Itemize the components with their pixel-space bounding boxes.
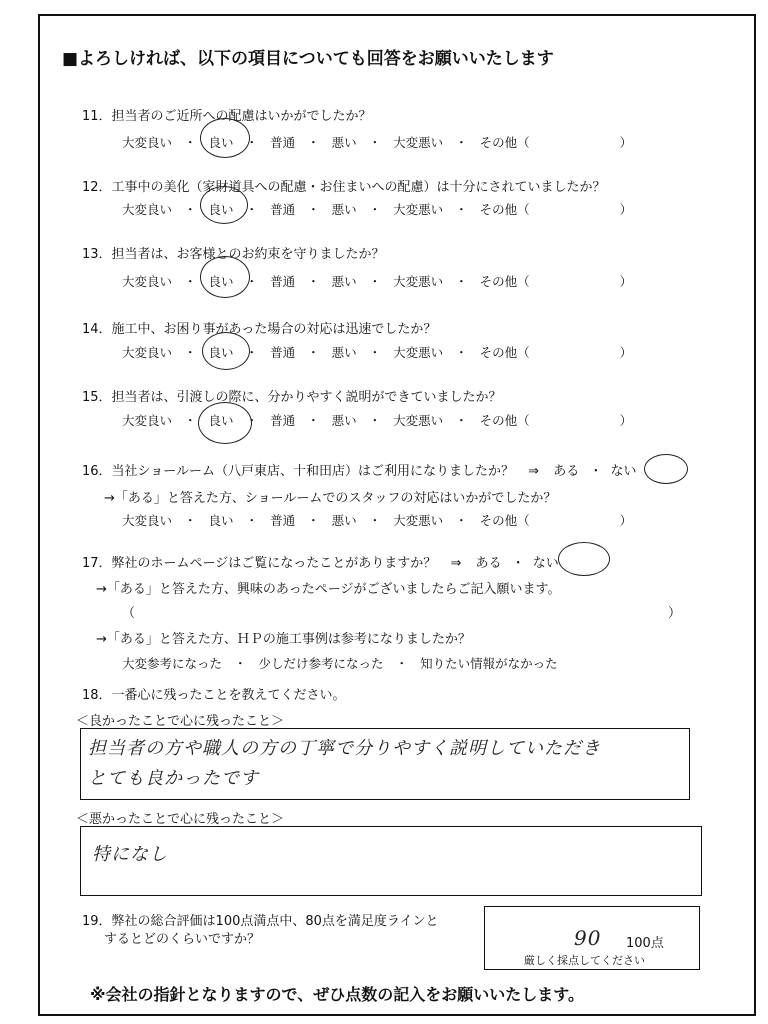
paren-close: ）	[668, 606, 682, 621]
answer-yes[interactable]: ある	[553, 464, 580, 479]
option-normal[interactable]: 普通	[270, 135, 296, 150]
option-very-bad[interactable]: 大変悪い	[393, 345, 444, 360]
bad-answer-text: 特になし	[92, 844, 168, 865]
option-very-good[interactable]: 大変良い	[122, 345, 173, 360]
question-19-line1: 19．弊社の総合評価は100点満点中、80点を満足度ラインと	[82, 914, 439, 929]
q17-follow-up-2: →「ある」と答えた方、ＨＰの施工事例は参考になりましたか？	[96, 632, 471, 647]
q16-follow-up: →「ある」と答えた方、ショールームでのスタッフの対応はいかがでしたか？	[104, 491, 557, 506]
footer-note: ※会社の指針となりますので、ぜひ点数の記入をお願いいたします。	[90, 985, 584, 1004]
option-bad[interactable]: 悪い	[331, 274, 357, 289]
option-bad[interactable]: 悪い	[331, 413, 357, 428]
score-max: 100点	[626, 936, 664, 951]
question-14: 14．施工中、お困り事があった場合の対応は迅速でしたか？	[82, 322, 437, 337]
question-13: 13．担当者は、お客様とのお約束を守りましたか？	[82, 247, 385, 262]
question-15: 15．担当者は、引渡しの際に、分かりやすく説明ができていましたか？	[82, 390, 502, 405]
page-title: ■よろしければ、以下の項目についても回答をお願いいたします	[62, 49, 554, 69]
options-row-15: 大変良い ・ 良い ・ 普通 ・ 悪い ・ 大変悪い ・ その他（ ）	[122, 413, 633, 428]
option-other[interactable]: その他（	[479, 202, 530, 217]
selection-circle	[558, 542, 610, 576]
score-note: 厳しく採点してください	[524, 954, 645, 967]
option-very-bad[interactable]: 大変悪い	[393, 202, 444, 217]
option-good[interactable]: 良い	[208, 513, 234, 528]
answer-no[interactable]: ない	[532, 556, 559, 571]
option-very-good[interactable]: 大変良い	[122, 135, 173, 150]
options-row-13: 大変良い ・ 良い ・ 普通 ・ 悪い ・ 大変悪い ・ その他（ ）	[122, 274, 633, 289]
question-18: 18．一番心に残ったことを教えてください。	[82, 688, 346, 703]
options-row-14: 大変良い ・ 良い ・ 普通 ・ 悪い ・ 大変悪い ・ その他（ ）	[122, 345, 633, 360]
option-not-helpful[interactable]: 知りたい情報がなかった	[420, 656, 558, 671]
option-normal[interactable]: 普通	[270, 513, 296, 528]
option-other[interactable]: その他（	[479, 274, 530, 289]
options-row-16: 大変良い ・ 良い ・ 普通 ・ 悪い ・ 大変悪い ・ その他（ ）	[122, 513, 633, 528]
option-very-good[interactable]: 大変良い	[122, 274, 173, 289]
option-very-bad[interactable]: 大変悪い	[393, 274, 444, 289]
selection-circle	[200, 186, 248, 224]
option-very-good[interactable]: 大変良い	[122, 513, 173, 528]
question-11: 11．担当者のご近所への配慮はいかがでしたか？	[82, 109, 372, 124]
option-normal[interactable]: 普通	[270, 345, 296, 360]
option-very-bad[interactable]: 大変悪い	[393, 413, 444, 428]
option-good[interactable]: 良い	[208, 274, 234, 289]
option-normal[interactable]: 普通	[270, 274, 296, 289]
option-bad[interactable]: 悪い	[331, 135, 357, 150]
question-19-line2: するとどのくらいですか？	[104, 932, 261, 947]
option-normal[interactable]: 普通	[270, 202, 296, 217]
question-16: 16．当社ショールーム（八戸東店、十和田店）はご利用になりましたか？ ⇒ ある ・ ない	[82, 464, 637, 479]
option-other[interactable]: その他（	[479, 345, 530, 360]
option-very-good[interactable]: 大変良い	[122, 413, 173, 428]
question-17: 17．弊社のホームページはご覧になったことがありますか？ ⇒ ある ・ ない	[82, 556, 559, 571]
option-normal[interactable]: 普通	[270, 413, 296, 428]
option-good[interactable]: 良い	[208, 135, 234, 150]
option-very-helpful[interactable]: 大変参考になった	[122, 656, 223, 671]
good-label: ＜良かったことで心に残ったこと＞	[76, 714, 285, 729]
answer-yes[interactable]: ある	[475, 556, 502, 571]
good-answer-line1: 担当者の方や職人の方の丁寧で分りやすく説明していただき	[88, 738, 601, 759]
options-row-11: 大変良い ・ 良い ・ 普通 ・ 悪い ・ 大変悪い ・ その他（ ）	[122, 135, 633, 150]
option-good[interactable]: 良い	[208, 345, 234, 360]
option-bad[interactable]: 悪い	[331, 513, 357, 528]
option-other[interactable]: その他（	[479, 135, 530, 150]
selection-circle	[200, 256, 250, 298]
bad-label: ＜悪かったことで心に残ったこと＞	[76, 812, 285, 827]
option-bad[interactable]: 悪い	[331, 345, 357, 360]
option-very-bad[interactable]: 大変悪い	[393, 135, 444, 150]
q17-follow-up-1: →「ある」と答えた方、興味のあったページがございましたらご記入願います。	[96, 582, 561, 597]
answer-no[interactable]: ない	[610, 464, 637, 479]
paren-open: （	[122, 606, 136, 621]
option-other[interactable]: その他（	[479, 413, 530, 428]
option-somewhat-helpful[interactable]: 少しだけ参考になった	[258, 656, 384, 671]
good-answer-line2: とても良かったです	[88, 768, 259, 789]
selection-circle	[198, 402, 252, 444]
option-good[interactable]: 良い	[208, 202, 234, 217]
selection-circle	[644, 454, 688, 484]
selection-circle	[200, 118, 250, 158]
question-12: 12．工事中の美化（家財道具への配慮・お住まいへの配慮）は十分にされていましたか？	[82, 180, 606, 195]
option-very-bad[interactable]: 大変悪い	[393, 513, 444, 528]
selection-circle	[202, 332, 250, 370]
q17-options: 大変参考になった ・ 少しだけ参考になった ・ 知りたい情報がなかった	[122, 656, 558, 671]
bad-answer-box[interactable]	[80, 826, 702, 896]
option-very-good[interactable]: 大変良い	[122, 202, 173, 217]
options-row-12: 大変良い ・ 良い ・ 普通 ・ 悪い ・ 大変悪い ・ その他（ ）	[122, 202, 633, 217]
option-bad[interactable]: 悪い	[331, 202, 357, 217]
option-other[interactable]: その他（	[479, 513, 530, 528]
option-good[interactable]: 良い	[208, 413, 234, 428]
score-value: 90	[574, 926, 602, 950]
